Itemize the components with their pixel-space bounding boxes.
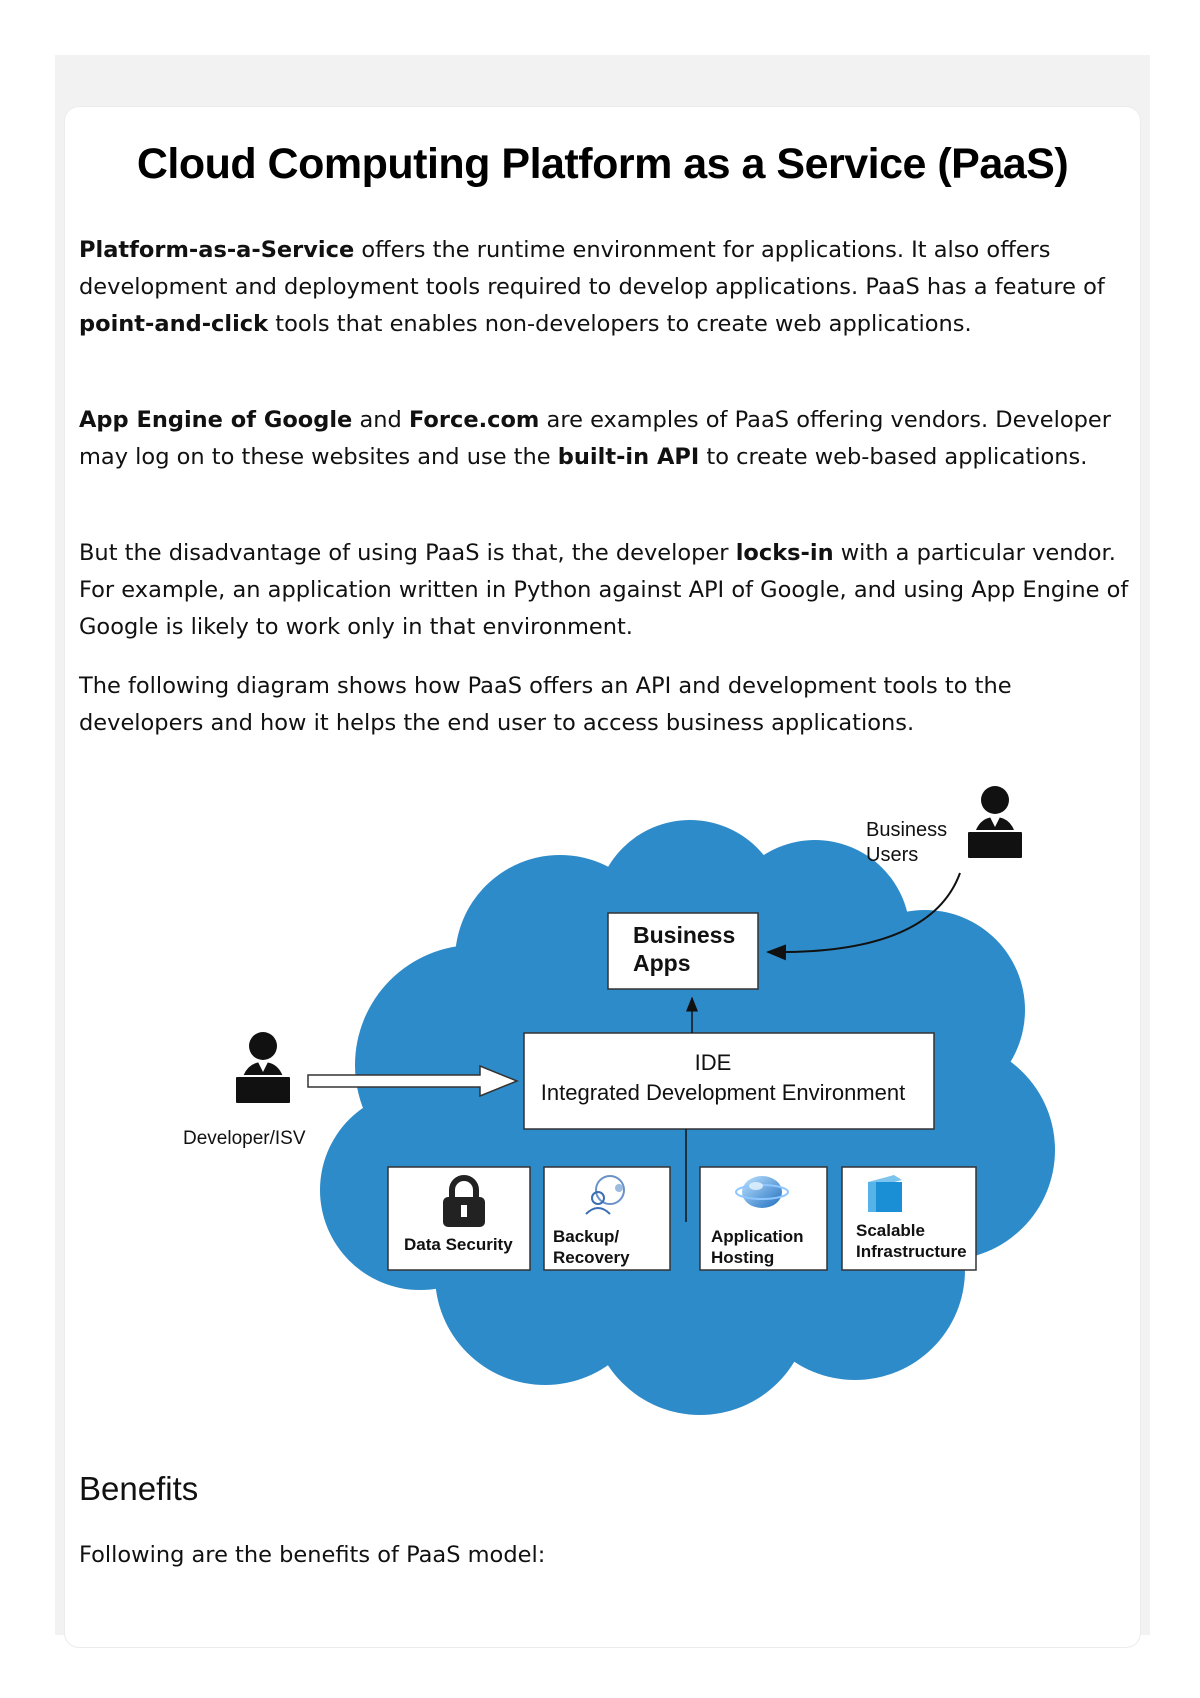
ide-subtitle: Integrated Development Environment [540,1080,906,1105]
service-label: Scalable [856,1221,925,1240]
service-application-hosting[interactable] [700,1167,827,1270]
business-users-label: Business [866,819,948,841]
paragraph-text: with a particular vendor. For example, an application written in Python against API of Google, and using App Engine of Google is likely to work only in that environment. [79,540,1129,640]
bold-term: point-and-click [79,311,269,337]
developer-person-icon [235,1032,291,1104]
service-label: Recovery [553,1248,630,1267]
paragraph-text: to create web-based applications. [699,444,1088,470]
paragraph-text: But the disadvantage of using PaaS is that, the developer [79,540,736,566]
paragraph-text: are examples of PaaS offering vendors. Developer may log on to these websites and use the [79,407,1111,470]
service-backup-recovery[interactable] [544,1167,670,1270]
benefits-heading: Benefits [79,1470,199,1507]
bold-term: locks-in [735,540,834,566]
paragraph-text: offers the runtime environment for applications. It also offers development and deployment tools required to develop applications. PaaS has a feature of [79,237,1105,300]
business-user-person-icon [967,786,1023,859]
service-scalable-infrastructure[interactable] [842,1167,976,1270]
developer-label: Developer/ISV [183,1128,306,1149]
page-title: Cloud Computing Platform as a Service (PaaS) [136,140,1069,188]
business-apps-label: Apps [633,950,691,976]
bold-term: Platform-as-a-Service [79,237,355,263]
service-label: Data Security [404,1235,513,1254]
service-label: Hosting [711,1248,775,1267]
benefits-intro: Following are the benefits of PaaS model: [79,1542,546,1568]
bold-term: Force.com [408,407,540,433]
service-label: Infrastructure [856,1242,967,1261]
service-label: Application [711,1227,804,1246]
bold-term: App Engine of Google [79,407,353,433]
service-data-security[interactable] [388,1167,530,1270]
business-apps-label: Business [633,922,736,948]
ide-title: IDE [694,1050,732,1075]
bold-term: built-in API [557,444,700,470]
paragraph-text: and [352,407,409,433]
paragraph-text: tools that enables non-developers to create web applications. [268,311,972,337]
business-users-label: Users [866,844,919,866]
service-label: Backup/ [553,1227,620,1246]
paragraph-text: The following diagram shows how PaaS offers an API and development tools to the developers and how it helps the end user to access business applications. [79,673,1012,736]
